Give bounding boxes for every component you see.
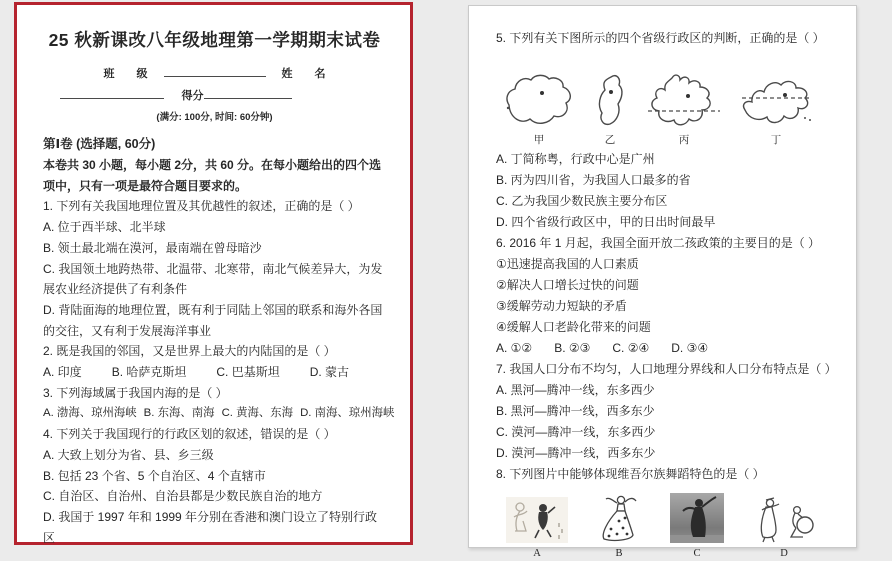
question-option: B. 丙为四川省，为我国人口最多的省 xyxy=(496,173,691,187)
question-option: C. 我国领土地跨热带、北温带、北寒带，南北气候差异大，为发展农业经济提供了有利条件 xyxy=(43,261,383,297)
question-option: B. ②③ xyxy=(554,341,591,355)
question-stem: 7. 我国人口分布不均匀，人口地理分界线和人口分布特点是（ ） xyxy=(496,362,837,376)
dance-image-caption: B xyxy=(615,548,623,559)
question-item: ③缓解劳动力短缺的矛盾 xyxy=(496,299,627,313)
exam-note: (满分: 100分, 时间: 60分钟) xyxy=(156,112,273,123)
map-caption: 甲 xyxy=(533,134,545,146)
province-maps-figure xyxy=(502,55,832,147)
province-map-yi xyxy=(590,72,630,147)
dance-image-a xyxy=(506,497,568,561)
question-item: ①迅速提高我国的人口素质 xyxy=(496,257,639,271)
question-option: C. 乙为我国少数民族主要分布区 xyxy=(496,194,668,208)
question-option: B. 黑河—腾冲一线，西多东少 xyxy=(496,404,655,418)
question-item: ②解决人口增长过快的问题 xyxy=(496,278,639,292)
question-option: A. 大致上划分为省、县、乡三级 xyxy=(43,447,214,462)
question-option: A. ①② xyxy=(496,341,533,355)
dance-image-d xyxy=(752,495,816,561)
question-option: D. 我国于 1997 年和 1999 年分别在香港和澳门设立了特别行政区 xyxy=(43,509,378,545)
question-option: B. 哈萨克斯坦 xyxy=(111,365,187,380)
question-stem: 8. 下列图片中能够体现维吾尔族舞蹈特色的是（ ） xyxy=(496,467,765,481)
province-map-yi-icon xyxy=(590,72,630,132)
question-stem: 6. 2016 年 1 月起，我国全面开放二孩政策的主要目的是（ ） xyxy=(496,236,821,250)
section-heading: 第Ⅰ卷 (选择题, 60分) xyxy=(43,137,156,151)
question-stem: 4. 下列关于我国现行的行政区划的叙述，错误的是（ ） xyxy=(43,427,336,442)
question-stem: 2. 既是我国的邻国，又是世界上最大的内陆国的是（ ） xyxy=(43,344,336,359)
dance-image-b xyxy=(596,493,642,561)
class-blank-line xyxy=(164,65,266,77)
question-option: D. 蒙古 xyxy=(309,365,350,380)
question-option: D. ③④ xyxy=(671,341,709,355)
question-option: A. 渤海、琼州海峡 xyxy=(43,407,137,420)
province-map-ding-icon xyxy=(738,76,814,132)
dance-image-caption: A xyxy=(533,548,541,559)
question-option: C. 巴基斯坦 xyxy=(216,365,280,380)
exam-page-2[interactable] xyxy=(468,5,857,559)
header-fill-line-1 xyxy=(43,63,386,85)
exam-page-1[interactable] xyxy=(14,2,413,545)
question-option: B. 包括 23 个省、5 个自治区、4 个直辖市 xyxy=(43,468,266,483)
header-fill-line-2 xyxy=(43,85,308,107)
question-option: C. 黄海、东海 xyxy=(221,407,294,420)
class-label: 班 级 xyxy=(103,68,148,80)
province-map-jia xyxy=(502,72,576,147)
exam-title: 25 秋新课改八年级地理第一学期期末试卷 xyxy=(48,30,381,50)
question-option: A. 位于西半球、北半球 xyxy=(43,220,166,235)
map-caption: 乙 xyxy=(604,134,616,146)
question-stem: 5. 下列有关下图所示的四个省级行政区的判断，正确的是（ ） xyxy=(496,31,825,45)
question-option: A. 丁简称粤，行政中心是广州 xyxy=(496,152,655,166)
question-options-inline xyxy=(43,403,395,424)
question-item: ④缓解人口老龄化带来的问题 xyxy=(496,320,651,334)
province-map-bing-icon xyxy=(644,70,724,132)
question-option: A. 印度 xyxy=(43,365,82,380)
question-option: B. 东海、南海 xyxy=(143,407,215,420)
province-map-bing xyxy=(644,70,724,147)
map-caption: 丙 xyxy=(678,134,690,146)
map-caption: 丁 xyxy=(770,134,782,146)
dance-sketch-a-icon xyxy=(506,497,568,543)
dance-sketch-b-icon xyxy=(596,493,642,543)
question-option: C. 自治区、自治州、自治县都是少数民族自治的地方 xyxy=(43,489,323,504)
name-blank-line xyxy=(60,87,164,99)
question-stem: 3. 下列海域属于我国内海的是（ ） xyxy=(43,385,228,400)
question-option: D. 背陆面海的地理位置，既有利于同陆上邻国的联系和海外各国的交往，又有利于发展海洋事业 xyxy=(43,302,383,338)
question-option: C. 漠河—腾冲一线，东多西少 xyxy=(496,425,656,439)
question-options-inline xyxy=(496,338,832,359)
question-option: A. 黑河—腾冲一线，东多西少 xyxy=(496,383,655,397)
dance-sketch-d-icon xyxy=(752,495,816,543)
province-map-jia-icon xyxy=(502,72,576,132)
name-label: 姓 名 xyxy=(281,68,326,80)
score-blank-line xyxy=(204,87,292,99)
question-stem: 1. 下列有关我国地理位置及其优越性的叙述，正确的是（ ） xyxy=(43,199,360,214)
question-option: D. 南海、琼州海峡 xyxy=(300,407,395,420)
question-option: D. 漠河—腾冲一线，西多东少 xyxy=(496,446,656,460)
question-option: D. 四个省级行政区中，甲的日出时间最早 xyxy=(496,215,716,229)
dance-images-figure xyxy=(506,493,832,561)
dance-image-c xyxy=(670,493,724,561)
dance-image-caption: D xyxy=(780,548,788,559)
section-intro: 本卷共 30 小题，每小题 2分，共 60 分。在每小题给出的四个选项中，只有一项是最符合题目要求的。 xyxy=(43,158,382,193)
question-option: B. 领土最北端在漠河，最南端在曾母暗沙 xyxy=(43,240,262,255)
question-options-inline xyxy=(43,362,386,383)
question-option: C. ②④ xyxy=(612,341,650,355)
dance-photo-c-icon xyxy=(670,493,724,543)
dance-image-caption: C xyxy=(693,548,701,559)
province-map-ding xyxy=(738,76,814,147)
score-label: 得分 xyxy=(181,90,204,102)
